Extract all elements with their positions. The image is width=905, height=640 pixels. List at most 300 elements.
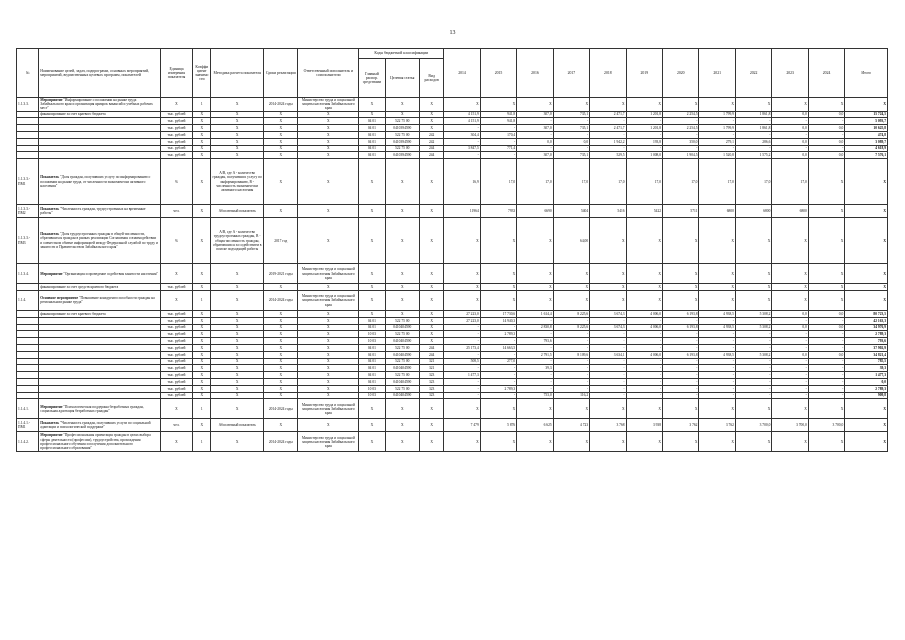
- row-value-2016: -: [517, 344, 553, 351]
- row-value-2016: 307,0: [517, 111, 553, 118]
- row-value-2024: 0,0: [808, 111, 844, 118]
- row-method: X: [211, 365, 264, 372]
- row-total: 80 723,5: [845, 310, 888, 317]
- row-value-2019: 5422: [626, 205, 662, 218]
- row-number: [17, 284, 39, 291]
- row-vr: X: [419, 264, 443, 284]
- row-unit: тыс. рублей: [160, 351, 192, 358]
- row-resp: X: [298, 132, 359, 139]
- row-value-2014: 27 223,0: [444, 310, 480, 317]
- row-value-2022: -: [735, 317, 771, 324]
- row-total: X: [845, 218, 888, 264]
- row-unit: X: [160, 290, 192, 310]
- row-value-2016: 2 830,8: [517, 324, 553, 331]
- page-number: 13: [449, 30, 456, 36]
- row-csr: X: [385, 264, 419, 284]
- row-kind: Мероприятие: [40, 271, 63, 276]
- row-resp: X: [298, 138, 359, 145]
- row-value-2022: X: [735, 399, 771, 419]
- row-vr: 244: [419, 351, 443, 358]
- row-total: 474,8: [845, 132, 888, 139]
- row-value-2014: -: [444, 324, 480, 331]
- row-value-2020: -: [663, 344, 699, 351]
- row-value-2014: -: [444, 385, 480, 392]
- row-name: [39, 98, 161, 112]
- row-method: X: [211, 284, 264, 291]
- row-method: X: [211, 118, 264, 125]
- row-grbs: 04 01: [359, 317, 385, 324]
- row-value-2020: 350,0: [663, 138, 699, 145]
- row-vr: X: [419, 399, 443, 419]
- row-grbs: 10 03: [359, 385, 385, 392]
- row-method: X: [211, 351, 264, 358]
- row-total: X: [845, 205, 888, 218]
- row-period: X: [264, 125, 298, 132]
- row-value-2016: X: [517, 264, 553, 284]
- row-kind: Показатель: [40, 421, 60, 426]
- row-resp: X: [298, 378, 359, 385]
- row-csr: X: [385, 310, 419, 317]
- row-value-2019: X: [626, 98, 662, 112]
- row-value-2021: -: [699, 372, 735, 379]
- row-resp: X: [298, 338, 359, 345]
- row-csr: X: [385, 205, 419, 218]
- row-value-2023: -: [772, 338, 808, 345]
- row-csr: 522 75 00: [385, 331, 419, 338]
- row-value-2017: -: [553, 338, 589, 345]
- row-value-2015: X: [480, 432, 516, 452]
- row-method: X: [211, 344, 264, 351]
- row-value-2023: X: [772, 264, 808, 284]
- row-period: 2014-2024 годы: [264, 432, 298, 452]
- row-value-2019: -: [626, 358, 662, 365]
- table-row: [17, 358, 888, 365]
- row-coef: X: [193, 145, 211, 152]
- row-value-2021: X: [699, 432, 735, 452]
- row-total: 785,5: [845, 358, 888, 365]
- table-row: [17, 432, 888, 452]
- row-value-2017: 0,0: [553, 138, 589, 145]
- row-value-2021: -: [699, 392, 735, 399]
- row-csr: X: [385, 98, 419, 112]
- row-value-2024: -: [808, 132, 844, 139]
- row-period: X: [264, 324, 298, 331]
- row-method: X: [211, 378, 264, 385]
- row-value-2017: -: [553, 132, 589, 139]
- row-value-2024: X: [808, 284, 844, 291]
- row-value-2016: X: [517, 98, 553, 112]
- row-name: [39, 111, 161, 118]
- row-value-2021: X: [699, 264, 735, 284]
- row-value-2018: -: [590, 145, 626, 152]
- row-value-2022: -: [735, 392, 771, 399]
- row-csr: 0410404590: [385, 392, 419, 399]
- row-vr: 323: [419, 392, 443, 399]
- row-value-2024: 0,0: [808, 351, 844, 358]
- row-value-2023: X: [772, 218, 808, 264]
- table-row: [17, 205, 888, 218]
- row-period: X: [264, 338, 298, 345]
- row-value-2015: 17 730,6: [480, 310, 516, 317]
- row-value-2021: 1 799,9: [699, 111, 735, 118]
- row-method: X: [211, 111, 264, 118]
- row-value-2019: 1 008,0: [626, 152, 662, 159]
- row-coef: X: [193, 419, 211, 432]
- row-value-2023: X: [772, 98, 808, 112]
- row-csr: X: [385, 419, 419, 432]
- row-coef: X: [193, 351, 211, 358]
- row-unit: тыс. рублей: [160, 385, 192, 392]
- row-name: [39, 331, 161, 338]
- row-value-2021: -: [699, 338, 735, 345]
- row-vr: X: [419, 218, 443, 264]
- row-vr: 244: [419, 145, 443, 152]
- row-grbs: 04 01: [359, 118, 385, 125]
- row-value-2020: 5711: [663, 205, 699, 218]
- row-value-2014: 7 479: [444, 419, 480, 432]
- row-name: [39, 392, 161, 399]
- row-number: [17, 378, 39, 385]
- row-number: [17, 358, 39, 365]
- row-value-2014: X: [444, 432, 480, 452]
- row-total: 34 976,9: [845, 324, 888, 331]
- row-value-2021: -: [699, 118, 735, 125]
- row-coef: X: [193, 264, 211, 284]
- row-coef: 1: [193, 290, 211, 310]
- row-value-2022: -: [735, 338, 771, 345]
- row-csr: 522 75 00: [385, 358, 419, 365]
- col-year-2018: 2018: [590, 49, 626, 98]
- row-value-2016: 1 614,4: [517, 310, 553, 317]
- row-name-text: "Организация и проведение содействия занятости населения": [63, 271, 159, 276]
- row-name: [39, 358, 161, 365]
- row-vr: 323: [419, 378, 443, 385]
- row-value-2023: X: [772, 284, 808, 291]
- row-value-2019: 1 201,8: [626, 111, 662, 118]
- row-grbs: X: [359, 290, 385, 310]
- row-name: [39, 344, 161, 351]
- row-value-2016: 0,0: [517, 138, 553, 145]
- row-value-2018: -: [590, 358, 626, 365]
- row-method: X: [211, 358, 264, 365]
- row-resp: Министерство труда и социальной защиты населения Забайкальского края: [298, 432, 359, 452]
- row-csr: X: [385, 111, 419, 118]
- row-value-2014: X: [444, 290, 480, 310]
- row-value-2015: 941,8: [480, 111, 516, 118]
- row-method: Абсолютный показатель: [211, 419, 264, 432]
- row-kind: Мероприятие: [40, 404, 63, 409]
- table-row: [17, 152, 888, 159]
- row-value-2020: X: [663, 290, 699, 310]
- program-table: [16, 48, 888, 452]
- row-value-2023: -: [772, 378, 808, 385]
- col-total: Итого: [845, 49, 888, 98]
- row-coef: X: [193, 152, 211, 159]
- row-value-2016: 6690: [517, 205, 553, 218]
- row-value-2020: X: [663, 399, 699, 419]
- row-vr: X: [419, 419, 443, 432]
- row-grbs: 04 01: [359, 378, 385, 385]
- table-row: [17, 317, 888, 324]
- row-total: 39,3: [845, 365, 888, 372]
- row-value-2018: 17,0: [590, 159, 626, 205]
- row-name-text: финансирование за счет средств краевого бюджета: [40, 284, 119, 289]
- row-value-2020: -: [663, 145, 699, 152]
- row-value-2020: X: [663, 218, 699, 264]
- row-value-2014: 1 477,3: [444, 372, 480, 379]
- row-period: 2014-2024 годы: [264, 98, 298, 112]
- row-total: 909,8: [845, 392, 888, 399]
- row-vr: X: [419, 284, 443, 291]
- row-method: X: [211, 317, 264, 324]
- row-value-2020: X: [663, 264, 699, 284]
- col-no: №: [17, 49, 39, 98]
- row-vr: X: [419, 324, 443, 331]
- row-value-2022: 1 861,8: [735, 125, 771, 132]
- row-value-2020: 6 193,8: [663, 324, 699, 331]
- row-period: X: [264, 385, 298, 392]
- row-value-2022: -: [735, 358, 771, 365]
- row-value-2019: X: [626, 218, 662, 264]
- row-value-2015: -: [480, 351, 516, 358]
- row-value-2022: X: [735, 290, 771, 310]
- row-grbs: 04 01: [359, 145, 385, 152]
- row-value-2014: -: [444, 152, 480, 159]
- row-value-2015: X: [480, 284, 516, 291]
- row-period: 2017 год: [264, 218, 298, 264]
- row-value-2017: -: [553, 317, 589, 324]
- row-vr: X: [419, 98, 443, 112]
- row-resp: Министерство труда и социальной защиты населения Забайкальского края: [298, 290, 359, 310]
- table-row: [17, 111, 888, 118]
- row-value-2017: -: [553, 344, 589, 351]
- row-resp: X: [298, 111, 359, 118]
- row-resp: X: [298, 358, 359, 365]
- row-value-2020: -: [663, 378, 699, 385]
- row-value-2017: -: [553, 372, 589, 379]
- row-value-2017: X: [553, 432, 589, 452]
- row-value-2021: 17,0: [699, 159, 735, 205]
- row-total: 1 477,3: [845, 372, 888, 379]
- row-grbs: X: [359, 159, 385, 205]
- row-value-2024: -: [808, 385, 844, 392]
- row-value-2015: 17,0: [480, 159, 516, 205]
- row-coef: X: [193, 324, 211, 331]
- row-value-2021: X: [699, 399, 735, 419]
- row-value-2017: -: [553, 118, 589, 125]
- row-value-2016: 753,0: [517, 392, 553, 399]
- row-unit: тыс. рублей: [160, 324, 192, 331]
- row-value-2015: 170,4: [480, 132, 516, 139]
- row-value-2021: 4 938,5: [699, 310, 735, 317]
- row-total: 42 163,3: [845, 317, 888, 324]
- row-value-2018: 529,5: [590, 152, 626, 159]
- row-unit: тыс. рублей: [160, 365, 192, 372]
- row-value-2018: -: [590, 365, 626, 372]
- row-number: [17, 372, 39, 379]
- row-value-2014: X: [444, 98, 480, 112]
- row-value-2022: 286,6: [735, 138, 771, 145]
- row-name-text: "Доля граждан, получивших услугу по информированию о положении на рынке труда, от численности экономически активного населения": [40, 175, 151, 188]
- row-number: [17, 111, 39, 118]
- row-name: [39, 351, 161, 358]
- row-period: X: [264, 372, 298, 379]
- row-number: 1.1.3.3.-ПМ1: [17, 159, 39, 205]
- row-method: X: [211, 145, 264, 152]
- row-value-2023: X: [772, 399, 808, 419]
- row-value-2024: 0,0: [808, 310, 844, 317]
- row-number: [17, 118, 39, 125]
- row-value-2022: -: [735, 378, 771, 385]
- row-number: 1.1.4.1.-ПМ1: [17, 419, 39, 432]
- row-unit: тыс. рублей: [160, 378, 192, 385]
- row-kind: Основное мероприятие: [40, 296, 79, 301]
- col-grbs: Главный распор. средствами: [359, 59, 385, 98]
- row-value-2022: -: [735, 145, 771, 152]
- row-csr: 522 75 00: [385, 118, 419, 125]
- row-value-2019: -: [626, 385, 662, 392]
- row-name: [39, 264, 161, 284]
- row-value-2022: -: [735, 365, 771, 372]
- row-value-2016: 6 625: [517, 419, 553, 432]
- row-value-2017: X: [553, 264, 589, 284]
- row-value-2022: -: [735, 132, 771, 139]
- row-unit: тыс. рублей: [160, 111, 192, 118]
- row-value-2023: X: [772, 290, 808, 310]
- row-value-2018: -: [590, 392, 626, 399]
- row-value-2020: X: [663, 98, 699, 112]
- row-value-2024: 0,0: [808, 152, 844, 159]
- col-period: Сроки реализации: [264, 49, 298, 98]
- row-name: [39, 372, 161, 379]
- row-value-2017: -: [553, 378, 589, 385]
- row-value-2017: X: [553, 284, 589, 291]
- row-value-2020: -: [663, 317, 699, 324]
- row-value-2024: -: [808, 317, 844, 324]
- row-number: [17, 310, 39, 317]
- row-value-2024: -: [808, 392, 844, 399]
- row-method: X: [211, 152, 264, 159]
- row-value-2014: 25 173,4: [444, 344, 480, 351]
- row-total: 0,0: [845, 378, 888, 385]
- row-value-2014: -: [444, 138, 480, 145]
- row-csr: X: [385, 218, 419, 264]
- row-vr: 323: [419, 372, 443, 379]
- row-unit: тыс. рублей: [160, 138, 192, 145]
- row-unit: X: [160, 432, 192, 452]
- row-value-2014: -: [444, 125, 480, 132]
- row-value-2023: X: [772, 432, 808, 452]
- row-value-2022: -: [735, 331, 771, 338]
- table-row: [17, 351, 888, 358]
- row-value-2016: -: [517, 385, 553, 392]
- row-number: [17, 392, 39, 399]
- row-value-2022: X: [735, 218, 771, 264]
- row-name: [39, 338, 161, 345]
- row-vr: 244: [419, 152, 443, 159]
- col-method: Методика расчета показателя: [211, 49, 264, 98]
- row-grbs: X: [359, 284, 385, 291]
- col-year-2023: 2023: [772, 49, 808, 98]
- row-coef: X: [193, 317, 211, 324]
- row-grbs: X: [359, 310, 385, 317]
- row-value-2023: 17,0: [772, 159, 808, 205]
- row-method: X: [211, 138, 264, 145]
- row-name: [39, 284, 161, 291]
- row-value-2015: 277,0: [480, 358, 516, 365]
- table-row: [17, 218, 888, 264]
- row-grbs: 04 01: [359, 372, 385, 379]
- row-value-2020: -: [663, 385, 699, 392]
- row-method: X: [211, 392, 264, 399]
- row-total: 34 821,4: [845, 351, 888, 358]
- row-unit: тыс. рублей: [160, 132, 192, 139]
- row-value-2024: X: [808, 264, 844, 284]
- row-name-text: "Численность граждан, трудоустроенных на временные работы": [40, 206, 146, 216]
- row-value-2015: -: [480, 372, 516, 379]
- row-value-2024: 0,0: [808, 125, 844, 132]
- table-row: [17, 344, 888, 351]
- row-value-2016: -: [517, 118, 553, 125]
- table-row: [17, 372, 888, 379]
- row-unit: X: [160, 399, 192, 419]
- row-name-text: "Доля трудоустроенных граждан в общей численности, обратившихся граждан в рамках реализации Соглашения о взаимодействии и совместном обмене информацией между Федеральной службой по труду и занятости и Правительством Забайкальского края": [40, 232, 158, 249]
- row-coef: X: [193, 310, 211, 317]
- row-value-2023: 6800: [772, 205, 808, 218]
- row-value-2022: 6800: [735, 205, 771, 218]
- row-value-2018: 3 674,3: [590, 310, 626, 317]
- row-coef: 1: [193, 399, 211, 419]
- row-csr: X: [385, 290, 419, 310]
- row-grbs: 04 01: [359, 138, 385, 145]
- row-csr: 0410404590: [385, 365, 419, 372]
- row-csr: X: [385, 159, 419, 205]
- row-unit: чел.: [160, 205, 192, 218]
- row-total: X: [845, 159, 888, 205]
- row-value-2019: -: [626, 392, 662, 399]
- row-value-2018: -: [590, 331, 626, 338]
- row-value-2014: 4 151,9: [444, 118, 480, 125]
- row-name: [39, 118, 161, 125]
- row-value-2024: X: [808, 399, 844, 419]
- row-name: [39, 125, 161, 132]
- row-csr: 522 75 00: [385, 132, 419, 139]
- row-unit: чел.: [160, 419, 192, 432]
- row-grbs: X: [359, 399, 385, 419]
- row-value-2014: X: [444, 218, 480, 264]
- row-coef: X: [193, 132, 211, 139]
- row-value-2024: X: [808, 98, 844, 112]
- row-value-2023: 0,0: [772, 111, 808, 118]
- row-grbs: 04 01: [359, 365, 385, 372]
- row-value-2015: -: [480, 392, 516, 399]
- table-row: [17, 132, 888, 139]
- row-period: X: [264, 317, 298, 324]
- row-number: [17, 385, 39, 392]
- table-row: [17, 331, 888, 338]
- row-value-2015: X: [480, 399, 516, 419]
- row-value-2021: -: [699, 132, 735, 139]
- row-number: [17, 324, 39, 331]
- row-value-2016: X: [517, 284, 553, 291]
- row-value-2019: 17,0: [626, 159, 662, 205]
- row-unit: тыс. рублей: [160, 331, 192, 338]
- table-row: [17, 125, 888, 132]
- row-kind: Мероприятие: [40, 433, 63, 438]
- row-name: [39, 399, 161, 419]
- row-name-text: финансирование за счет краевого бюджета: [40, 112, 106, 117]
- row-value-2015: X: [480, 98, 516, 112]
